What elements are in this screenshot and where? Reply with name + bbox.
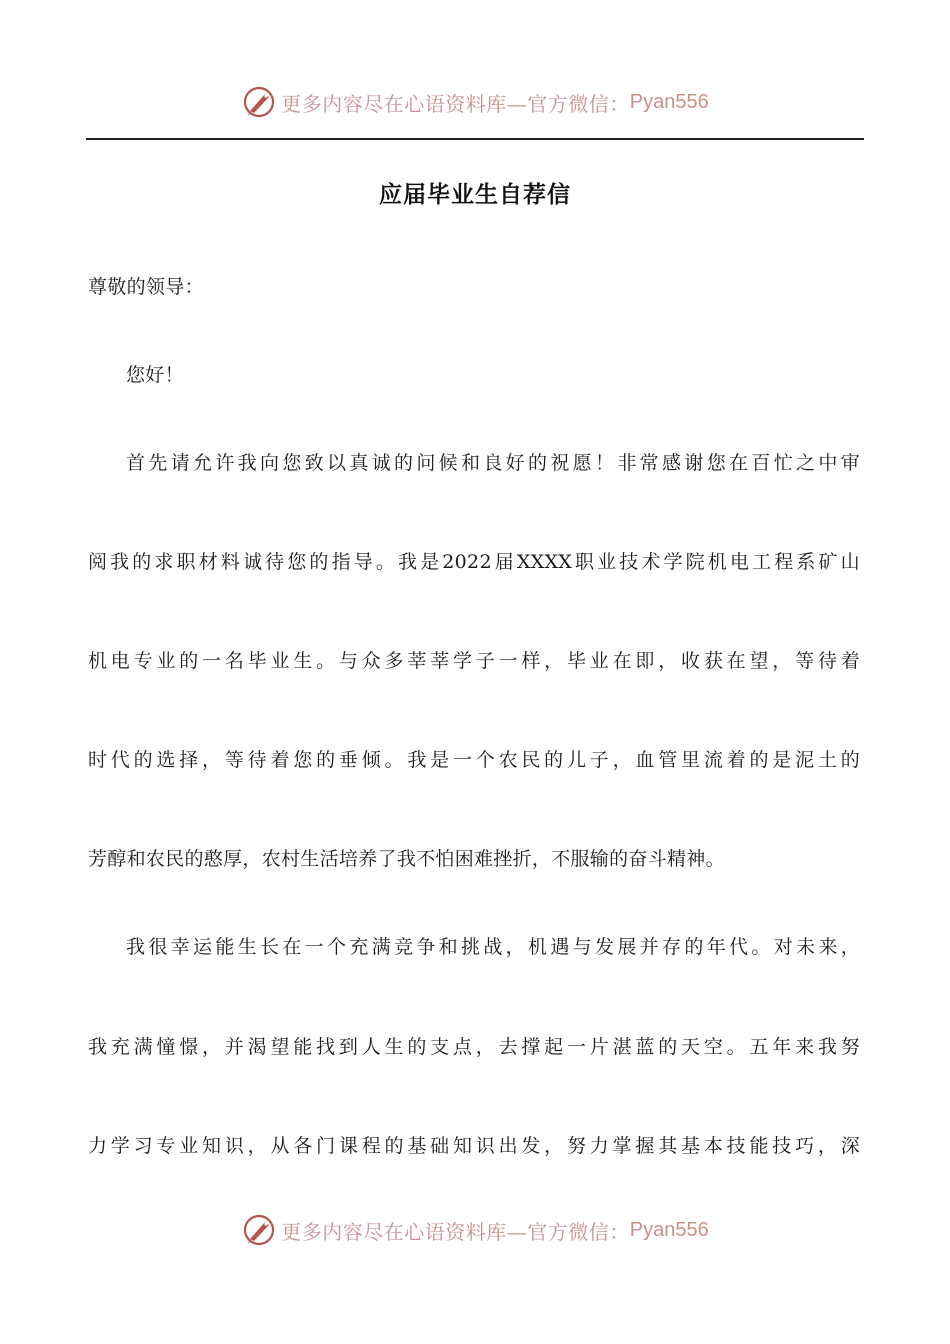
body-line: 芳醇和农民的憨厚，农村生活培养了我不怕困难挫折，不服输的奋斗精神。 [88, 848, 725, 870]
pen-nib-circle-icon [241, 84, 277, 120]
body-line: 机电专业的一名毕业生。与众多莘莘学子一样，毕业在即，收获在望，等待着 [88, 650, 860, 672]
body-line: 我很幸运能生长在一个充满竞争和挑战，机遇与发展并存的年代。对未来， [126, 936, 860, 958]
header-banner [0, 80, 950, 124]
body-line: 力学习专业知识，从各门课程的基础知识出发，努力掌握其基本技能技巧，深 [88, 1135, 860, 1157]
footer-banner [0, 1208, 950, 1252]
body-line: 阅我的求职材料诚待您的指导。我是2022届XXXX职业技术学院机电工程系矿山 [88, 551, 860, 573]
document-title: 应届毕业生自荐信 [379, 182, 571, 208]
footer-wechat-id: Pyan556 [629, 1218, 709, 1241]
pen-nib-circle-icon [241, 1212, 277, 1248]
header-brand-text: 更多内容尽在心语资料库—官方微信： [281, 91, 630, 116]
body-line: 我充满憧憬，并渴望能找到人生的支点，去撑起一片湛蓝的天空。五年来我努 [88, 1036, 860, 1058]
header-wechat-id: Pyan556 [629, 90, 709, 113]
footer-brand-text: 更多内容尽在心语资料库—官方微信： [281, 1219, 630, 1244]
header-divider [86, 138, 864, 140]
greeting: 您好！ [126, 364, 184, 386]
body-line: 首先请允许我向您致以真诚的问候和良好的祝愿！非常感谢您在百忙之中审 [126, 452, 860, 474]
body-line: 时代的选择，等待着您的垂倾。我是一个农民的儿子，血管里流着的是泥土的 [88, 749, 860, 771]
salutation: 尊敬的领导： [88, 276, 204, 298]
